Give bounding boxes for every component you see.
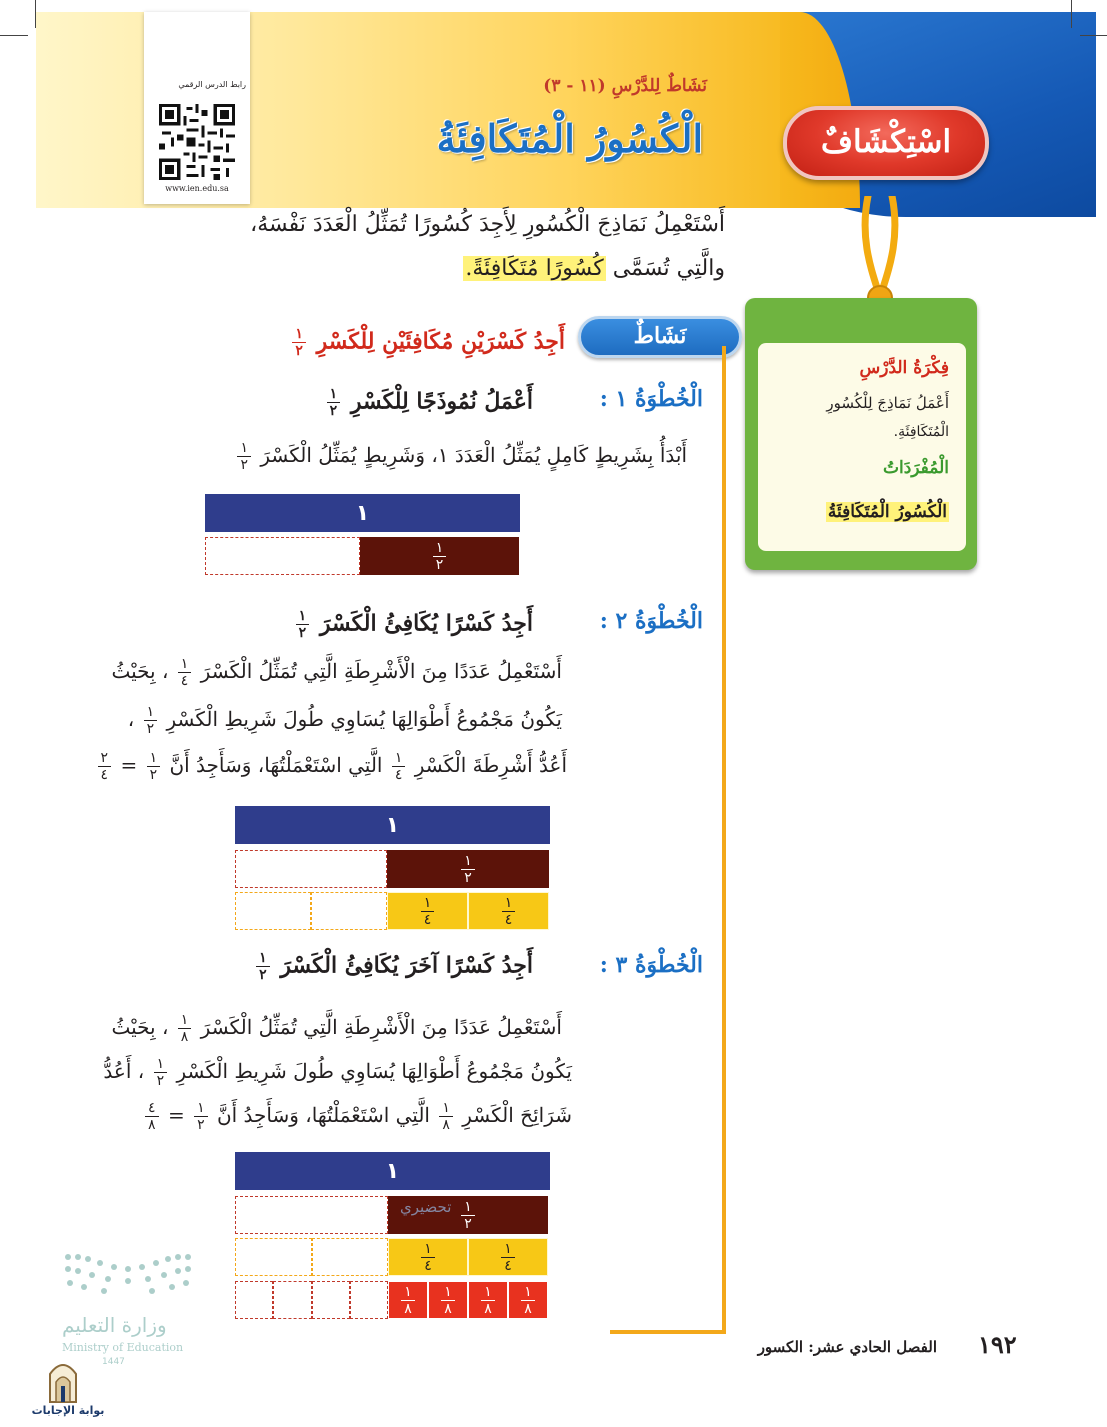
bar-quarter [387, 892, 468, 930]
intro-line-1 [25, 212, 725, 237]
qr-card [144, 12, 250, 204]
step-2-line-2 [128, 704, 562, 737]
bar-empty-quarter [311, 892, 387, 930]
bar-half [360, 537, 519, 575]
section-rail-foot [610, 1330, 726, 1334]
highlighted-term: كُسُورًا مُتَكَافِئَةً. [465, 256, 604, 281]
bar-empty-eighth [350, 1281, 388, 1319]
bar-empty-quarter [235, 892, 311, 930]
fraction-half: $\frac{١}{٢}$ [292, 326, 306, 359]
qr-code-icon[interactable] [159, 104, 235, 180]
bar-whole: ١ [235, 806, 550, 844]
section-rail [722, 346, 726, 1334]
fraction-half: $\frac{١}{٢}$ [147, 750, 161, 783]
bar-empty-half [235, 850, 387, 888]
bar-eighth [388, 1281, 428, 1319]
vocab-term-text: الْكُسُورُ الْمُتَكَافِئَةُ [827, 502, 947, 522]
fraction-half: $\frac{١}{٢}$ [296, 608, 310, 641]
lesson-reference: نَشَاطٌ لِلدَّرْسِ (١١ - ٣) [543, 76, 707, 96]
activity-title-text: أَجِدُ كَسْرَيْنِ مُكَافِئَيْنِ لِلْكَسْرِ [316, 328, 565, 355]
activity-pill-label: نَشَاطٌ [633, 323, 687, 349]
vocab-term [826, 502, 949, 522]
fraction-half: $\frac{١}{٢}$ [327, 386, 341, 419]
fraction-quarter: $\frac{١}{٤}$ [178, 656, 192, 689]
fraction-half: $\frac{١}{٢}$ [433, 540, 447, 573]
idea-label: فِكْرَةُ الدَّرْسِ [859, 358, 949, 378]
mosque-icon [28, 1352, 98, 1406]
step-2-line-1-b: ، بِحَيْثُ [111, 659, 169, 683]
bar-empty-half [205, 537, 360, 575]
lesson-title: الْكُسُورُ الْمُتَكَافِئَةُ [436, 116, 703, 161]
fraction-half: $\frac{١}{٢}$ [144, 704, 158, 737]
watermark: تحضيري [400, 1198, 452, 1216]
fraction-quarter: $\frac{١}{٤}$ [502, 895, 516, 928]
vocab-label: الْمُفْرَدَاتُ [882, 458, 949, 478]
intro-text-2: والَّتِي تُسَمَّى [605, 256, 725, 281]
fraction-half: $\frac{١}{٢}$ [237, 440, 251, 473]
bar-quarter [468, 892, 549, 930]
fraction-eighth: $\frac{١}{٨}$ [439, 1100, 453, 1133]
step-3-line-3 [142, 1100, 572, 1133]
fraction-eighth: $\frac{١}{٨}$ [178, 1012, 192, 1045]
intro-text-1: أَسْتَعْمِلُ نَمَاذِجَ الْكُسُورِ لِأَجِدَ كُسُورًا تُمَثِّلُ الْعَدَدَ نَفْسَهُ، [250, 212, 725, 237]
fraction-eighth: $\frac{١}{٨}$ [481, 1284, 495, 1317]
qr-url[interactable]: www.ien.edu.sa [165, 184, 229, 193]
crop-mark [35, 0, 36, 28]
step-2-title-text: أَجِدُ كَسْرًا يُكَافِئُ الْكَسْرَ [319, 610, 533, 637]
fraction-half: $\frac{١}{٢}$ [461, 1199, 475, 1232]
bar-empty-quarter [312, 1238, 388, 1276]
page-number: ١٩٢ [978, 1330, 1017, 1359]
bar-empty-eighth [312, 1281, 350, 1319]
step-1-title-text: أَعْمَلُ نُمُوذَجًا لِلْكَسْرِ [350, 388, 533, 415]
step-3-line-1-a: أَسْتَعْمِلُ عَدَدًا مِنَ الْأَشْرِطَةِ الَّتِي تُمَثِّلُ الْكَسْرَ [200, 1015, 562, 1039]
fraction-four-eighths: $\frac{٤}{٨}$ [145, 1100, 159, 1133]
step-3-title-text: أَجِدُ كَسْرًا آخَرَ يُكَافِئُ الْكَسْرَ [280, 952, 533, 979]
bar-quarter [468, 1238, 548, 1276]
equals-sign: = [120, 753, 138, 777]
fraction-quarter: $\frac{١}{٤}$ [392, 750, 406, 783]
step-3-line-2 [103, 1056, 572, 1089]
fraction-quarter: $\frac{١}{٤}$ [501, 1241, 515, 1274]
bar-whole: ١ [235, 1152, 550, 1190]
bar-empty-half [235, 1196, 388, 1234]
fraction-half: $\frac{١}{٢}$ [461, 853, 475, 886]
footer-chapter: الفصل الحادي عشر: الكسور [757, 1338, 937, 1356]
fraction-quarter: $\frac{١}{٤}$ [421, 1241, 435, 1274]
equals-sign: = [167, 1103, 185, 1127]
step-2-line-3 [95, 750, 567, 783]
step-3-line-3-b: الَّتِي اسْتَعْمَلْتُهَا، وَسَأَجِدُ أَنَّ [216, 1103, 430, 1127]
fraction-eighth: $\frac{١}{٨}$ [441, 1284, 455, 1317]
bar-empty-eighth [273, 1281, 312, 1319]
step-3-line-1-b: ، بِحَيْثُ [111, 1015, 169, 1039]
bar-quarter [388, 1238, 468, 1276]
step-3-line-1 [111, 1012, 562, 1045]
ministry-english: Ministry of Education [62, 1341, 184, 1354]
idea-text-2: الْمُتَكَافِئَةِ. [893, 424, 949, 440]
crop-mark [1071, 0, 1072, 28]
step-2-line-3-a: أَعُدُّ أَشْرِطَةَ الْكَسْرِ [414, 753, 567, 777]
step-3-line-2-a: يَكُونُ مَجْمُوعُ أَطْوَالِهَا يُسَاوِي طُولَ شَرِيطِ الْكَسْرِ [176, 1059, 572, 1083]
step-3-line-2-b: ، أَعُدُّ [103, 1059, 145, 1083]
intro-line-2 [25, 256, 725, 281]
activity-title [289, 326, 565, 359]
qr-title: رابط الدرس الرقمي [178, 80, 246, 89]
ministry-year: 1447 [102, 1357, 125, 1367]
fraction-half: $\frac{١}{٢}$ [256, 950, 270, 983]
fraction-quarter: $\frac{١}{٤}$ [421, 895, 435, 928]
explore-badge-label: اسْتِكْشَافٌ [820, 124, 952, 160]
step-2-title [293, 608, 533, 641]
step-3-label: الْخُطْوَةُ ٣ : [599, 952, 703, 978]
fraction-eighth: $\frac{١}{٨}$ [521, 1284, 535, 1317]
fraction-half: $\frac{١}{٢}$ [194, 1100, 208, 1133]
fraction-half: $\frac{١}{٢}$ [154, 1056, 168, 1089]
step-2-line-3-b: الَّتِي اسْتَعْمَلْتُهَا، وَسَأَجِدُ أَنَّ [169, 753, 383, 777]
bar-eighth [508, 1281, 548, 1319]
step-2-line-2-a: يَكُونُ مَجْمُوعُ أَطْوَالِهَا يُسَاوِي طُولَ شَرِيطِ الْكَسْرِ [166, 707, 562, 731]
step-3-line-3-a: شَرَائِحَ الْكَسْرِ [462, 1103, 572, 1127]
crop-mark [0, 35, 28, 36]
bar-empty-eighth [235, 1281, 273, 1319]
bar-eighth [428, 1281, 468, 1319]
activity-pill [578, 316, 742, 358]
crop-mark [1080, 35, 1107, 36]
step-1-label: الْخُطْوَةُ ١ : [599, 386, 703, 412]
ministry-dots-icon [58, 1245, 198, 1305]
bar-empty-quarter [235, 1238, 312, 1276]
step-1-title [324, 386, 533, 419]
fraction-eighth: $\frac{١}{٨}$ [401, 1284, 415, 1317]
step-1-text [234, 440, 687, 473]
answers-portal-logo[interactable] [28, 1352, 105, 1422]
bar-whole: ١ [205, 494, 520, 532]
ministry-arabic: وزارة التعليم [62, 1313, 167, 1337]
step-2-line-1 [111, 656, 562, 689]
bar-half [387, 850, 549, 888]
step-2-line-2-b: ، [127, 707, 135, 731]
answers-portal-label: بوابة الإجابات [31, 1404, 105, 1417]
fraction-two-quarters: $\frac{٢}{٤}$ [98, 750, 112, 783]
step-2-label: الْخُطْوَةُ ٢ : [599, 608, 703, 634]
step-2-line-1-a: أَسْتَعْمِلُ عَدَدًا مِنَ الْأَشْرِطَةِ الَّتِي تُمَثِّلُ الْكَسْرَ [200, 659, 562, 683]
idea-text-1: أَعْمَلُ نَمَاذِجَ لِلْكُسُورِ [826, 394, 949, 412]
bar-eighth [468, 1281, 508, 1319]
step-3-title [253, 950, 533, 983]
explore-badge [783, 106, 989, 180]
step-1-text-body: أَبْدَأُ بِشَرِيطٍ كَامِلٍ يُمَثِّلُ الْعَدَدَ ١، وَشَرِيطٍ يُمَثِّلُ الْكَسْرَ [260, 443, 687, 467]
